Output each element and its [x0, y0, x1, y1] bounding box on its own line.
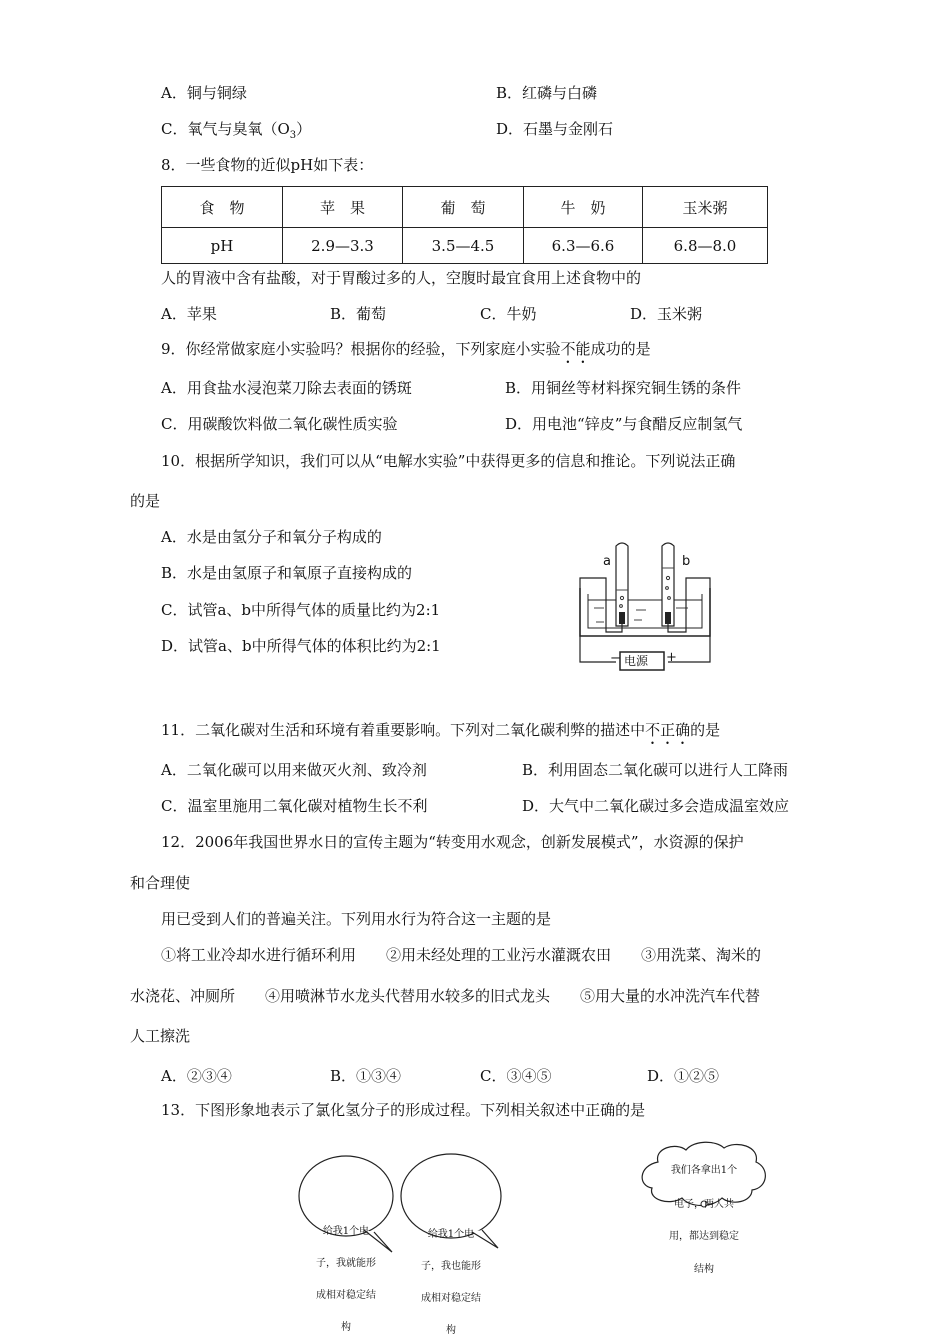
- table-cell: 玉米粥: [643, 187, 768, 228]
- q9-option-b: B．用铜丝等材料探究铜生锈的条件: [505, 379, 742, 397]
- q9-option-a: A．用食盐水浸泡菜刀除去表面的锈斑: [161, 379, 412, 397]
- q12-option-a: A．②③④: [161, 1067, 232, 1085]
- q12-option-c: C．③④⑤: [480, 1067, 552, 1085]
- q12-items-line1: ①将工业冷却水进行循环利用 ②用未经处理的工业污水灌溉农田 ③用洗菜、淘米的: [161, 946, 762, 964]
- q11-option-a: A．二氧化碳可以用来做灭火剂、致冷剂: [161, 761, 427, 779]
- q11-option-d: D．大气中二氧化碳过多会造成温室效应: [522, 797, 790, 815]
- q12-option-b: B．①③④: [330, 1067, 402, 1085]
- bubble-left-line4: 构: [341, 1322, 351, 1333]
- q10-option-c: C．试管a、b中所得气体的质量比约为2:1: [161, 601, 441, 619]
- tube-a-label: a: [603, 554, 611, 569]
- q9-stem: 9．你经常做家庭小实验吗？根据你的经验，下列家庭小实验不能成功的是: [161, 340, 651, 358]
- electrolysis-apparatus-diagram: [576, 538, 716, 672]
- q7-option-a: A．铜与铜绿: [161, 84, 247, 102]
- tube-b-label: b: [682, 554, 691, 569]
- table-row: [162, 228, 768, 264]
- bubble-right-line3: 用，都达到稳定: [669, 1231, 739, 1242]
- q8-option-b: B．葡萄: [330, 305, 387, 323]
- q8-option-d: D．玉米粥: [630, 305, 703, 323]
- q12-option-d: D．①②⑤: [647, 1067, 720, 1085]
- minus-sign: −: [610, 651, 621, 666]
- q9-option-d: D．用电池“锌皮”与食醋反应制氢气: [505, 415, 743, 433]
- q7-option-c: C．氧气与臭氧$(O_3)$: [161, 120, 312, 141]
- table-cell: 2.9—3.3: [283, 228, 403, 264]
- bubble-left-line1: 给我1个电: [322, 1226, 370, 1237]
- table-cell: 葡 萄: [403, 187, 524, 228]
- q10-stem-line1: 10．根据所学知识，我们可以从“电解水实验”中获得更多的信息和推论。下列说法正确: [161, 452, 736, 470]
- q8-stem: 8．一些食物的近似pH如下表：: [161, 156, 374, 174]
- q12-stem-line3: 用已受到人们的普遍关注。下列用水行为符合这一主题的是: [161, 910, 552, 928]
- q10-option-d: D．试管a、b中所得气体的体积比约为2:1: [161, 637, 441, 655]
- table-cell: pH: [162, 228, 283, 264]
- speech-bubbles-left: [296, 1150, 506, 1260]
- q8-option-c: C．牛奶: [480, 305, 537, 323]
- bubble-left-line2: 子，我就能形: [316, 1258, 376, 1269]
- bubble-left-line3: 成相对稳定结: [316, 1290, 376, 1301]
- food-ph-table: [161, 186, 768, 264]
- q10-stem-line2: 的是: [130, 492, 161, 510]
- table-cell: 食 物: [162, 187, 283, 228]
- table-cell: 苹 果: [283, 187, 403, 228]
- q12-items-line3: 人工擦洗: [130, 1027, 191, 1045]
- bubble-right-line1: 我们各拿出1个: [670, 1165, 738, 1176]
- q7-option-b: B．红磷与白磷: [496, 84, 598, 102]
- plus-sign: +: [666, 650, 677, 665]
- table-cell: 6.3—6.6: [524, 228, 643, 264]
- table-cell: 3.5—4.5: [403, 228, 524, 264]
- table-cell: 6.8—8.0: [643, 228, 768, 264]
- bubble-mid-line3: 成相对稳定结: [421, 1293, 481, 1304]
- q10-option-b: B．水是由氢原子和氧原子直接构成的: [161, 564, 413, 582]
- table-cell: 牛 奶: [524, 187, 643, 228]
- q13-stem: 13．下图形象地表示了氯化氢分子的形成过程。下列相关叙述中正确的是: [161, 1101, 646, 1119]
- bubble-mid-line4: 构: [446, 1325, 456, 1336]
- q12-items-line2: 水浇花、冲厕所 ④用喷淋节水龙头代替用水较多的旧式龙头 ⑤用大量的水冲洗汽车代替: [130, 987, 761, 1005]
- q11-stem: 11．二氧化碳对生活和环境有着重要影响。下列对二氧化碳利弊的描述中不正确的是: [161, 721, 721, 739]
- q9-option-c: C．用碳酸饮料做二氧化碳性质实验: [161, 415, 398, 433]
- q11-option-b: B．利用固态二氧化碳可以进行人工降雨: [522, 761, 789, 779]
- bubble-mid-line2: 子，我也能形: [421, 1261, 481, 1272]
- q12-stem-line1: 12．2006年我国世界水日的宣传主题为“转变用水观念，创新发展模式”，水资源的保护: [161, 833, 744, 851]
- q12-stem-line2: 和合理使: [130, 874, 191, 892]
- power-source-label: 电源: [624, 654, 649, 668]
- q10-option-a: A．水是由氢分子和氧分子构成的: [161, 528, 382, 546]
- bubble-right-line2: 电子，两人共: [674, 1199, 734, 1210]
- bubble-right-line4: 结构: [694, 1264, 714, 1275]
- bubble-mid-line1: 给我1个电: [427, 1229, 475, 1240]
- q8-followup: 人的胃液中含有盐酸，对于胃酸过多的人，空腹时最宜食用上述食物中的: [161, 269, 642, 287]
- q11-option-c: C．温室里施用二氧化碳对植物生长不利: [161, 797, 428, 815]
- table-header-row: [162, 187, 768, 228]
- q8-option-a: A．苹果: [161, 305, 217, 323]
- q7-option-d: D．石墨与金刚石: [496, 120, 614, 138]
